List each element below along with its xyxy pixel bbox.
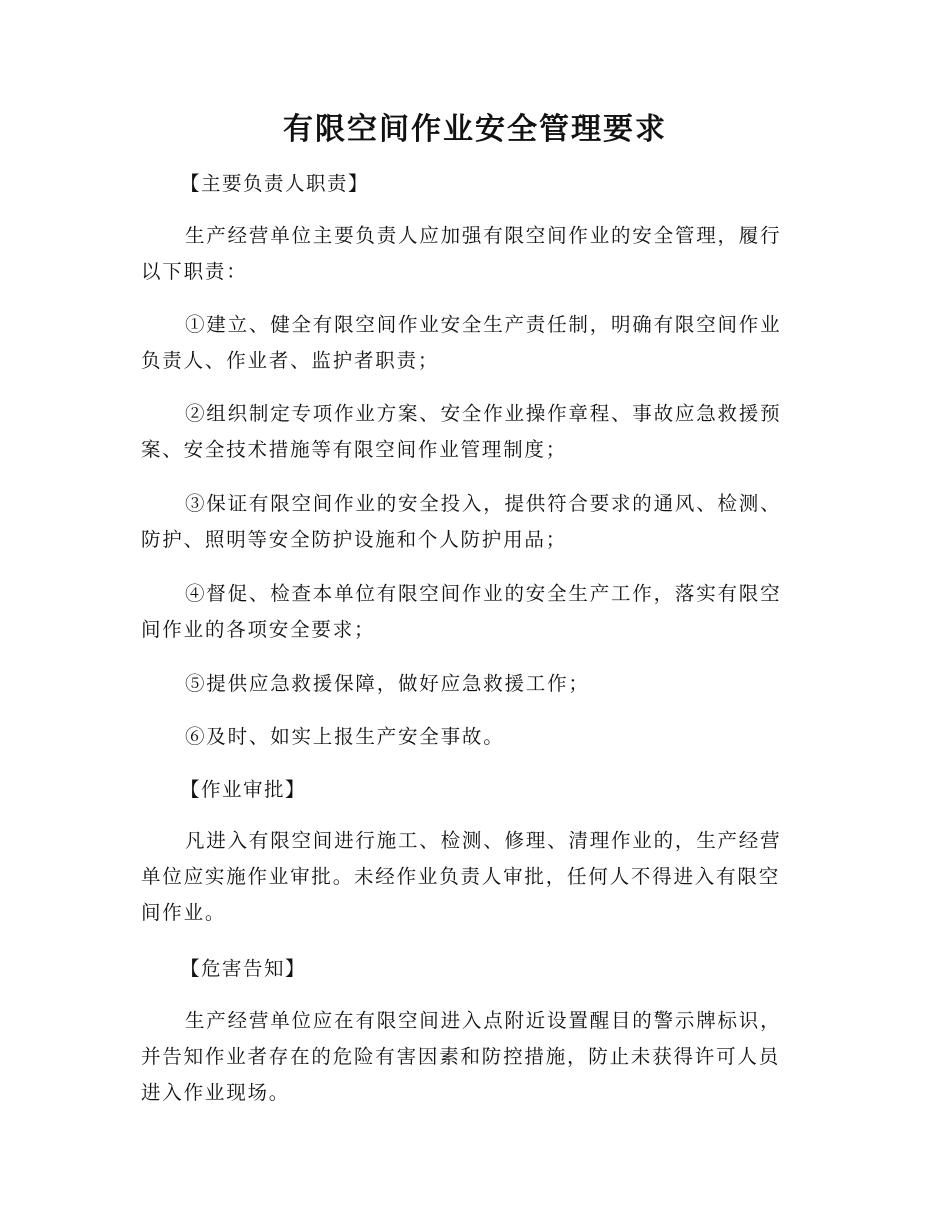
paragraph: 生产经营单位主要负责人应加强有限空间作业的安全管理，履行以下职责： [141,224,782,283]
section-heading-approval: 【作业审批】 [180,778,307,801]
section-heading-hazard-notice: 【危害告知】 [180,957,307,980]
list-item: ④督促、检查本单位有限空间作业的安全生产工作，落实有限空间作业的各项安全要求； [141,582,782,641]
paragraph: 凡进入有限空间进行施工、检测、修理、清理作业的，生产经营单位应实施作业审批。未经作业负责人审批，任何人不得进入有限空间作业。 [141,829,782,924]
list-item: ⑥及时、如实上报生产安全事故。 [185,725,505,748]
list-item: ①建立、健全有限空间作业安全生产责任制，明确有限空间作业负责人、作业者、监护者职责； [141,313,782,372]
section-heading-responsibilities: 【主要负责人职责】 [180,172,370,195]
list-item: ②组织制定专项作业方案、安全作业操作章程、事故应急救援预案、安全技术措施等有限空间作业管理制度； [141,402,782,461]
list-item: ③保证有限空间作业的安全投入，提供符合要求的通风、检测、防护、照明等安全防护设施和个人防护用品； [141,492,782,551]
paragraph: 生产经营单位应在有限空间进入点附近设置醒目的警示牌标识，并告知作业者存在的危险有害因素和防控措施，防止未获得许可人员进入作业现场。 [141,1009,782,1104]
list-item: ⑤提供应急救援保障，做好应急救援工作； [185,672,590,695]
document-title: 有限空间作业安全管理要求 [283,112,667,147]
